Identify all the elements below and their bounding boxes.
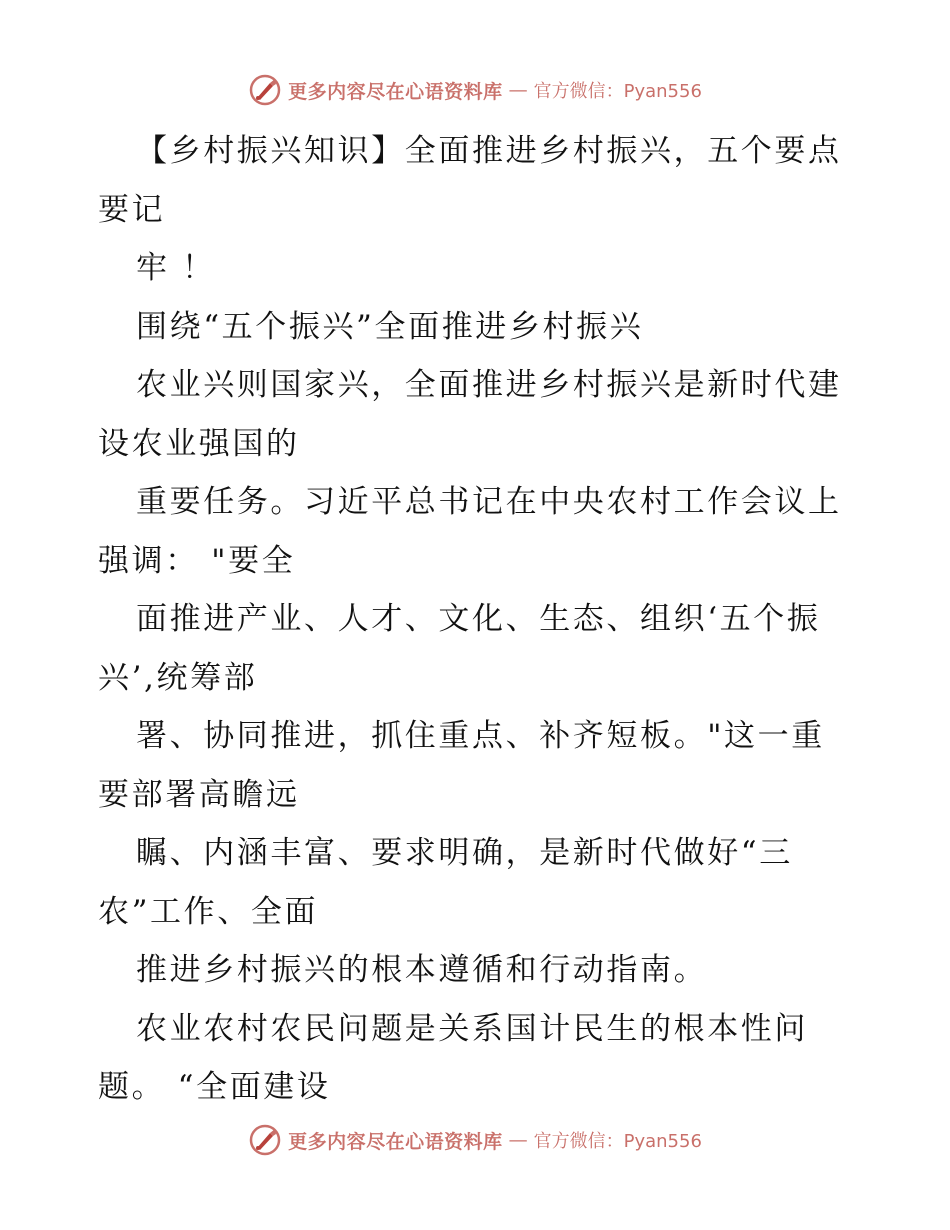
text-line: 牢 ！ [136,250,216,286]
text-line: 瞩、内涵丰富、要求明确，是新时代做好“三 [136,835,793,871]
watermark-site-text: 更多内容尽在心语资料库 [288,1130,503,1153]
text-line: 署、协同推进，抓住重点、补齐短板。"这一重 [136,718,825,754]
text-line: 【乡村振兴知识】全面推进乡村振兴，五个要点 [136,133,842,169]
quill-pen-logo-icon [248,73,282,107]
quill-pen-logo-icon [248,1123,282,1157]
text-line: 围绕“五个振兴”全面推进乡村振兴 [136,308,644,345]
document-body [98,122,858,1117]
text-line: 农业农村农民问题是关系国计民生的根本性问 [136,1010,808,1047]
text-line: 农业兴则国家兴，全面推进乡村振兴是新时代建 [136,367,842,403]
watermark-contact: 官方微信：Pyan556 [533,81,702,102]
text-line: 重要任务。习近平总书记在中央农村工作会议上 [136,484,842,520]
text-line: 要部署高瞻远 [98,776,300,813]
watermark-separator: — [508,79,528,101]
watermark-separator: — [508,1129,528,1151]
header-watermark [0,70,950,110]
text-line: 题。 “全面建设 [98,1069,331,1105]
text-line: 面推进产业、人才、文化、生态、组织‘五个振 [136,601,821,637]
text-line: 设农业强国的 [98,425,300,462]
text-line: 农”工作、全面 [98,893,319,930]
watermark-contact: 官方微信：Pyan556 [533,1131,702,1152]
text-line: 推进乡村振兴的根本遵循和行动指南。 [136,952,708,988]
watermark-site-text: 更多内容尽在心语资料库 [288,80,503,103]
text-line: 兴’,统筹部 [98,659,258,696]
footer-watermark [0,1120,950,1160]
text-line: 要记 [98,191,166,228]
text-line: 强调： "要全 [98,542,296,579]
